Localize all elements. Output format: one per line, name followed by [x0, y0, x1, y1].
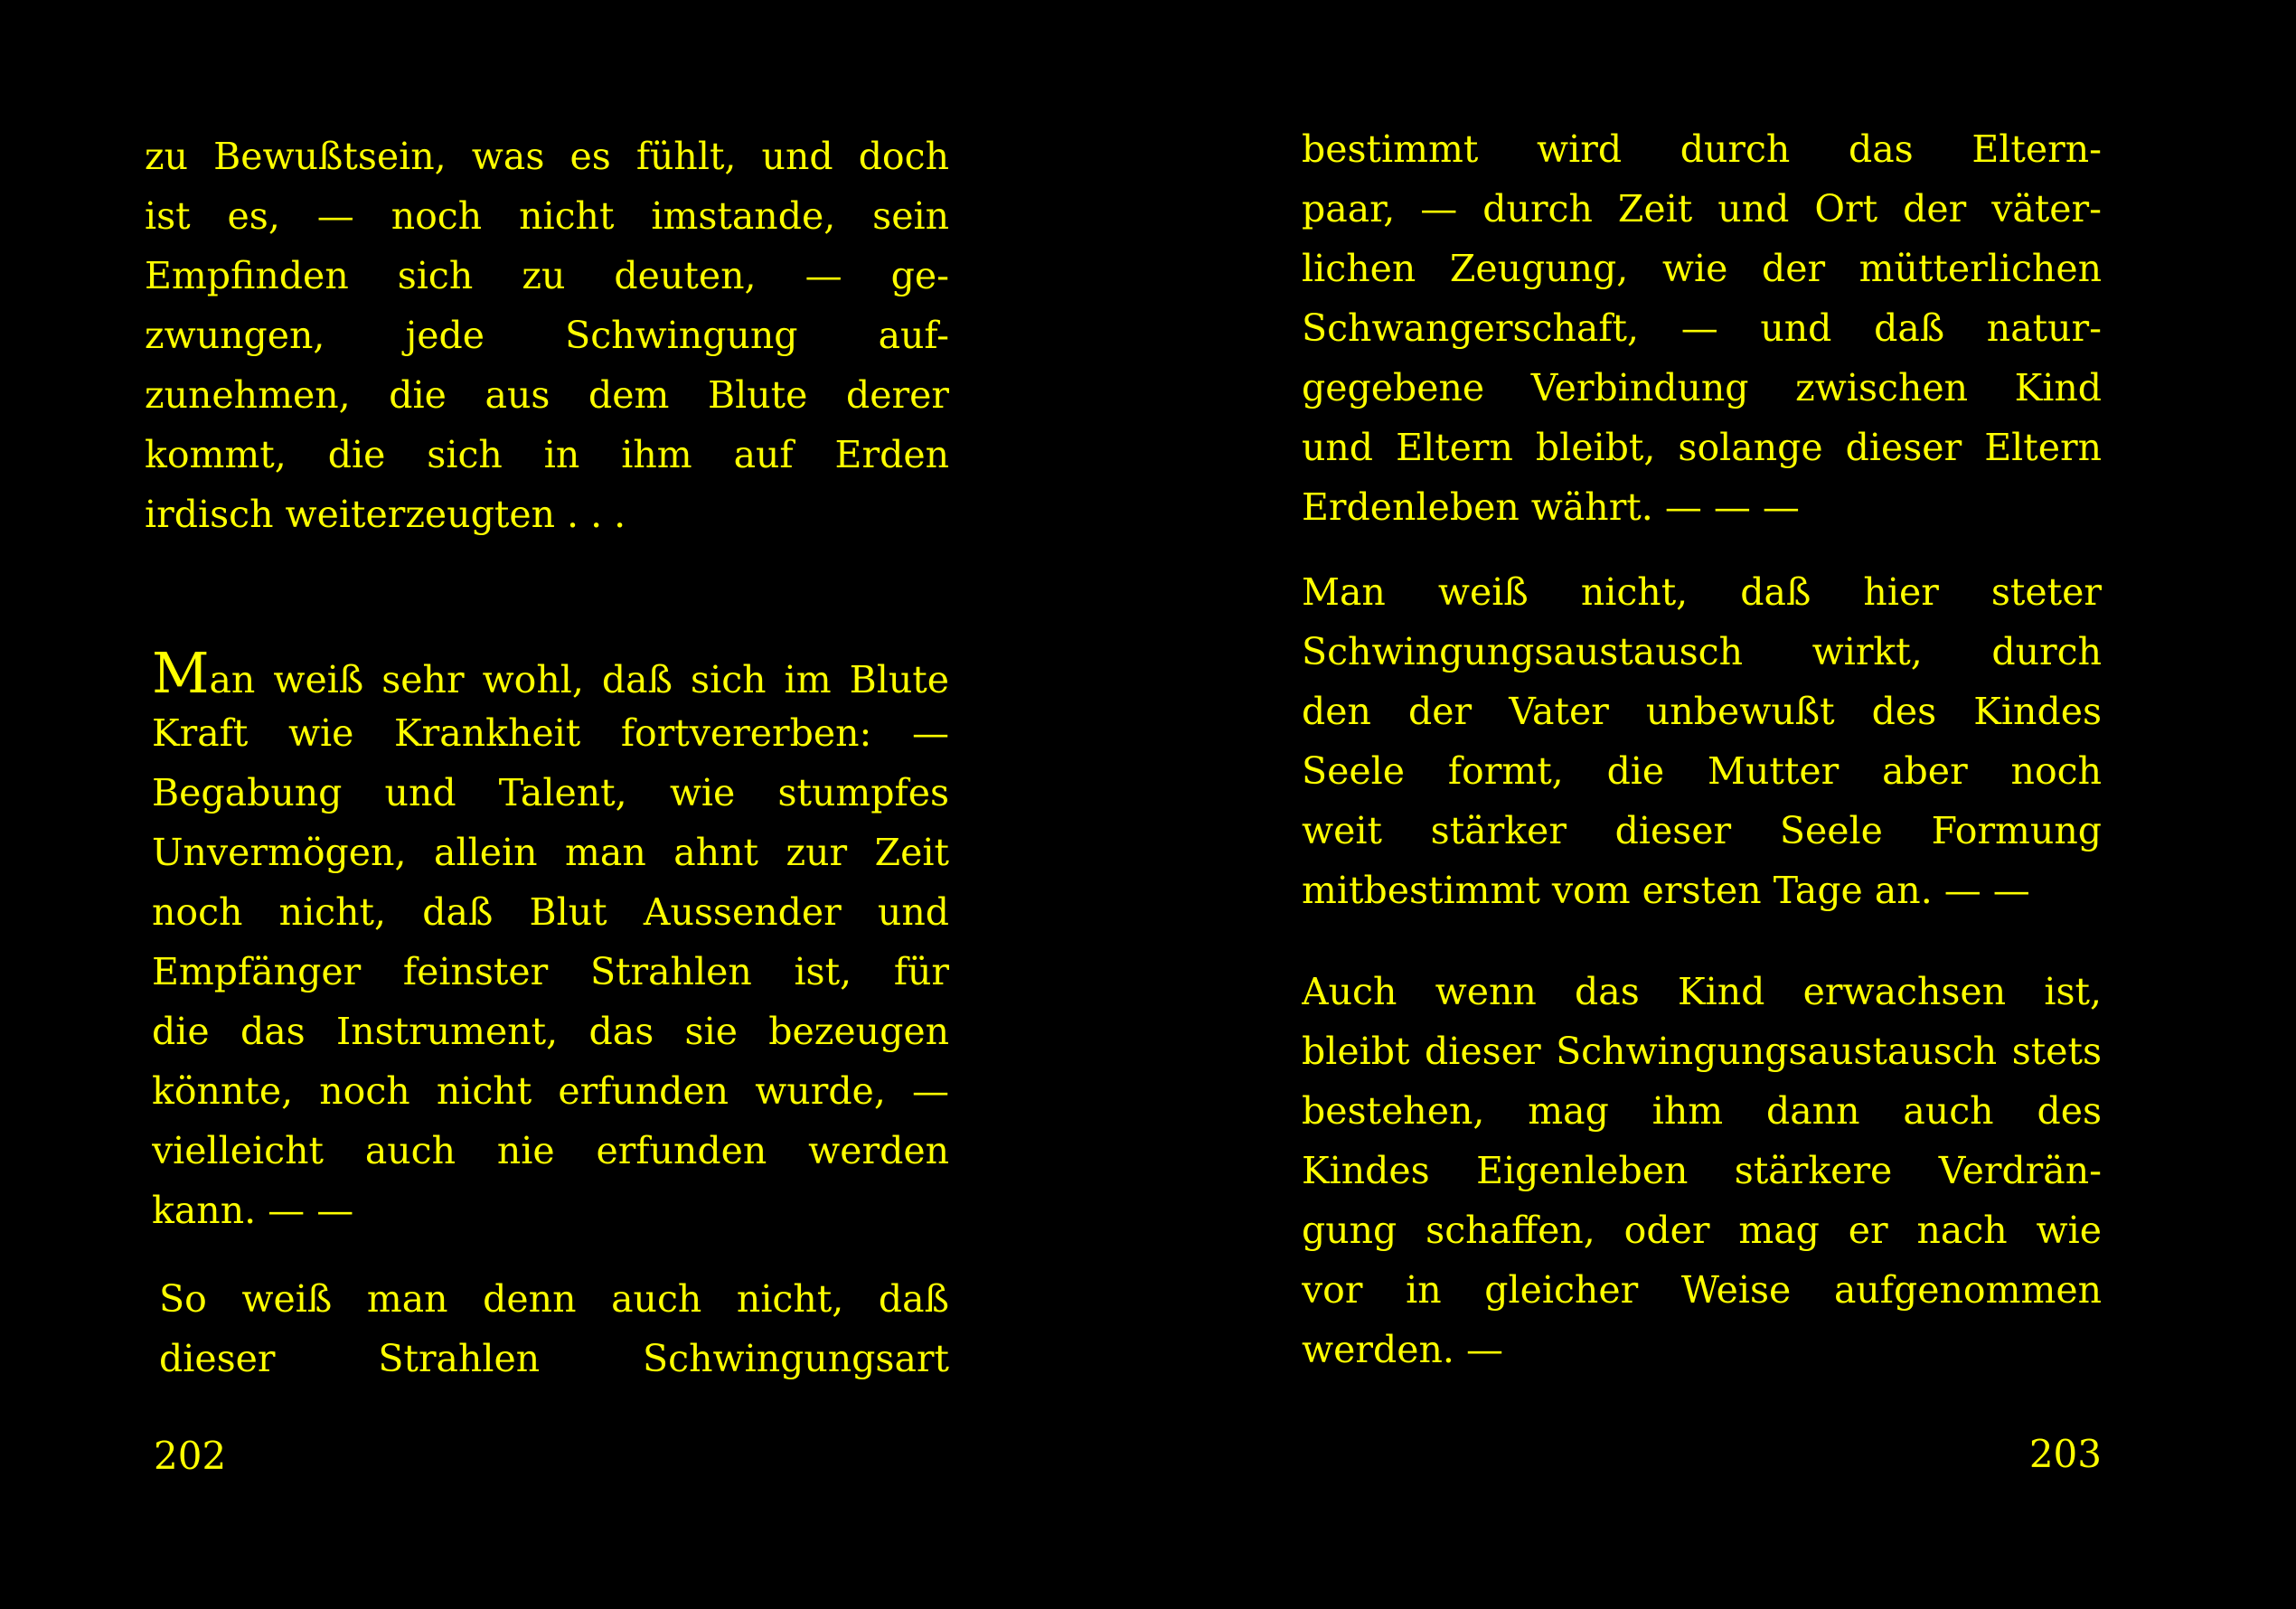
- drop-cap: M: [152, 644, 210, 703]
- page-number-left: 202: [154, 1434, 227, 1478]
- text-line: vielleicht auch nie erfunden werden: [152, 1129, 949, 1172]
- text-line: paar, — durch Zeit und Ort der väter-: [1302, 187, 2102, 231]
- text-line: weit stärker dieser Seele Formung: [1302, 809, 2102, 852]
- text-line: lichen Zeugung, wie der mütterlichen: [1302, 247, 2102, 290]
- text-line: Schwangerschaft, — und daß natur-: [1302, 306, 2102, 350]
- text-line: die das Instrument, das sie bezeugen: [152, 1010, 949, 1053]
- text-line-rest: an weiß sehr wohl, daß sich im Blute: [209, 658, 949, 701]
- text-line: Auch wenn das Kind erwachsen ist,: [1302, 970, 2102, 1013]
- text-line: zwungen, jede Schwingung auf-: [145, 314, 949, 357]
- paragraph-left-3: [159, 1269, 949, 1388]
- text-line: Kraft wie Krankheit fortvererben: —: [152, 711, 949, 755]
- text-line: Empfänger feinster Strahlen ist, für: [152, 950, 949, 993]
- text-line: Erdenleben währt. — — —: [1302, 485, 1800, 529]
- text-line: Man weiß nicht, daß hier steter: [1302, 570, 2102, 614]
- text-line: noch nicht, daß Blut Aussender und: [152, 890, 949, 934]
- paragraph-left-1: [145, 127, 949, 544]
- paragraph-right-1: [1302, 119, 2102, 537]
- text-line: Kindes Eigenleben stärkere Verdrän-: [1302, 1149, 2102, 1192]
- text-line: Empfinden sich zu deuten, — ge-: [145, 254, 949, 297]
- text-line: ist es, — noch nicht imstande, sein: [145, 194, 949, 238]
- left-page: [145, 0, 949, 1609]
- text-line: den der Vater unbewußt des Kindes: [1302, 690, 2102, 733]
- paragraph-right-2: [1302, 562, 2102, 920]
- text-line: kommt, die sich in ihm auf Erden: [145, 433, 949, 476]
- text-line: So weiß man denn auch nicht, daß: [159, 1277, 949, 1321]
- text-line: Schwingungsaustausch wirkt, durch: [1302, 630, 2102, 673]
- text-line: mitbestimmt vom ersten Tage an. — —: [1302, 869, 2030, 912]
- text-line: gung schaffen, oder mag er nach wie: [1302, 1209, 2102, 1252]
- text-line: Unvermögen, allein man ahnt zur Zeit: [152, 831, 949, 874]
- text-line: könnte, noch nicht erfunden wurde, —: [152, 1069, 949, 1113]
- text-line: zunehmen, die aus dem Blute derer: [145, 373, 949, 417]
- text-line: irdisch weiterzeugten . . .: [145, 493, 626, 536]
- right-page: [1302, 0, 2102, 1609]
- text-line: dieser Strahlen Schwingungsart: [159, 1337, 949, 1380]
- text-line: Seele formt, die Mutter aber noch: [1302, 749, 2102, 793]
- paragraph-right-3: [1302, 962, 2102, 1379]
- text-line: bestehen, mag ihm dann auch des: [1302, 1089, 2102, 1133]
- text-line: und Eltern bleibt, solange dieser Eltern: [1302, 426, 2102, 469]
- text-line-with-drop-cap: [152, 644, 949, 703]
- paragraph-left-2: [152, 644, 949, 1240]
- text-line: gegebene Verbindung zwischen Kind: [1302, 366, 2102, 409]
- text-line: bestimmt wird durch das Eltern-: [1302, 127, 2102, 171]
- text-line: werden. —: [1302, 1328, 1503, 1371]
- text-line: zu Bewußtsein, was es fühlt, und doch: [145, 135, 949, 178]
- page-number-right: 203: [2028, 1432, 2102, 1476]
- text-line: Begabung und Talent, wie stumpfes: [152, 771, 949, 814]
- text-line: kann. — —: [152, 1189, 354, 1232]
- text-line: vor in gleicher Weise aufgenommen: [1302, 1268, 2102, 1312]
- text-line: bleibt dieser Schwingungsaustausch stets: [1302, 1030, 2102, 1073]
